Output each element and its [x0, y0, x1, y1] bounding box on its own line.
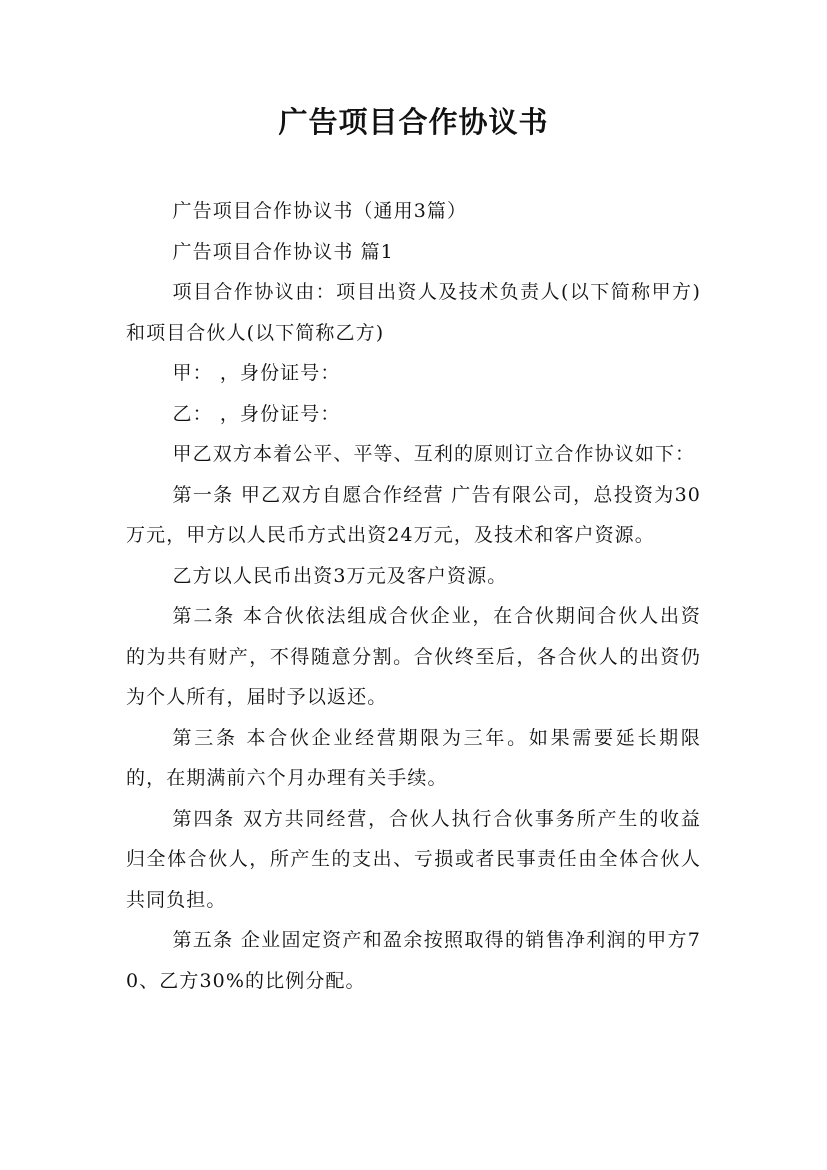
document-title: 广告项目合作协议书 [278, 105, 549, 139]
article-1-paragraph: 第一条 甲乙双方自愿合作经营 广告有限公司，总投资为30万元，甲方以人民币方式出资24万元，及技术和客户资源。 [126, 483, 701, 546]
party-b-investment-paragraph: 乙方以人民币出资3万元及客户资源。 [172, 564, 508, 587]
section-heading: 广告项目合作协议书 篇1 [172, 240, 394, 263]
doc-heading-line: 广告项目合作协议书（通用3篇） [172, 200, 468, 222]
article-2-paragraph: 第二条 本合伙依法组成合伙企业，在合伙期间合伙人出资的为共有财产，不得随意分割。合伙终至后，各合伙人的出资仍为个人所有，届时予以返还。 [126, 605, 701, 708]
party-b-line: 乙： ，身份证号： [172, 402, 341, 425]
agreement-parties-paragraph: 项目合作协议由：项目出资人及技术负责人(以下简称甲方)和项目合伙人(以下简称乙方) [126, 281, 701, 344]
article-5-paragraph: 第五条 企业固定资产和盈余按照取得的销售净利润的甲方70、乙方30%的比例分配。 [126, 929, 701, 992]
article-3-paragraph: 第三条 本合伙企业经营期限为三年。如果需要延长期限的，在期满前六个月办理有关手续。 [126, 726, 701, 789]
party-a-line: 甲： ，身份证号： [172, 362, 341, 384]
article-4-paragraph: 第四条 双方共同经营，合伙人执行合伙事务所产生的收益归全体合伙人，所产生的支出、亏损或者民事责任由全体合伙人共同负担。 [126, 807, 701, 911]
principles-paragraph: 甲乙双方本着公平、平等、互利的原则订立合作协议如下： [172, 443, 696, 465]
document-body [126, 191, 701, 1001]
